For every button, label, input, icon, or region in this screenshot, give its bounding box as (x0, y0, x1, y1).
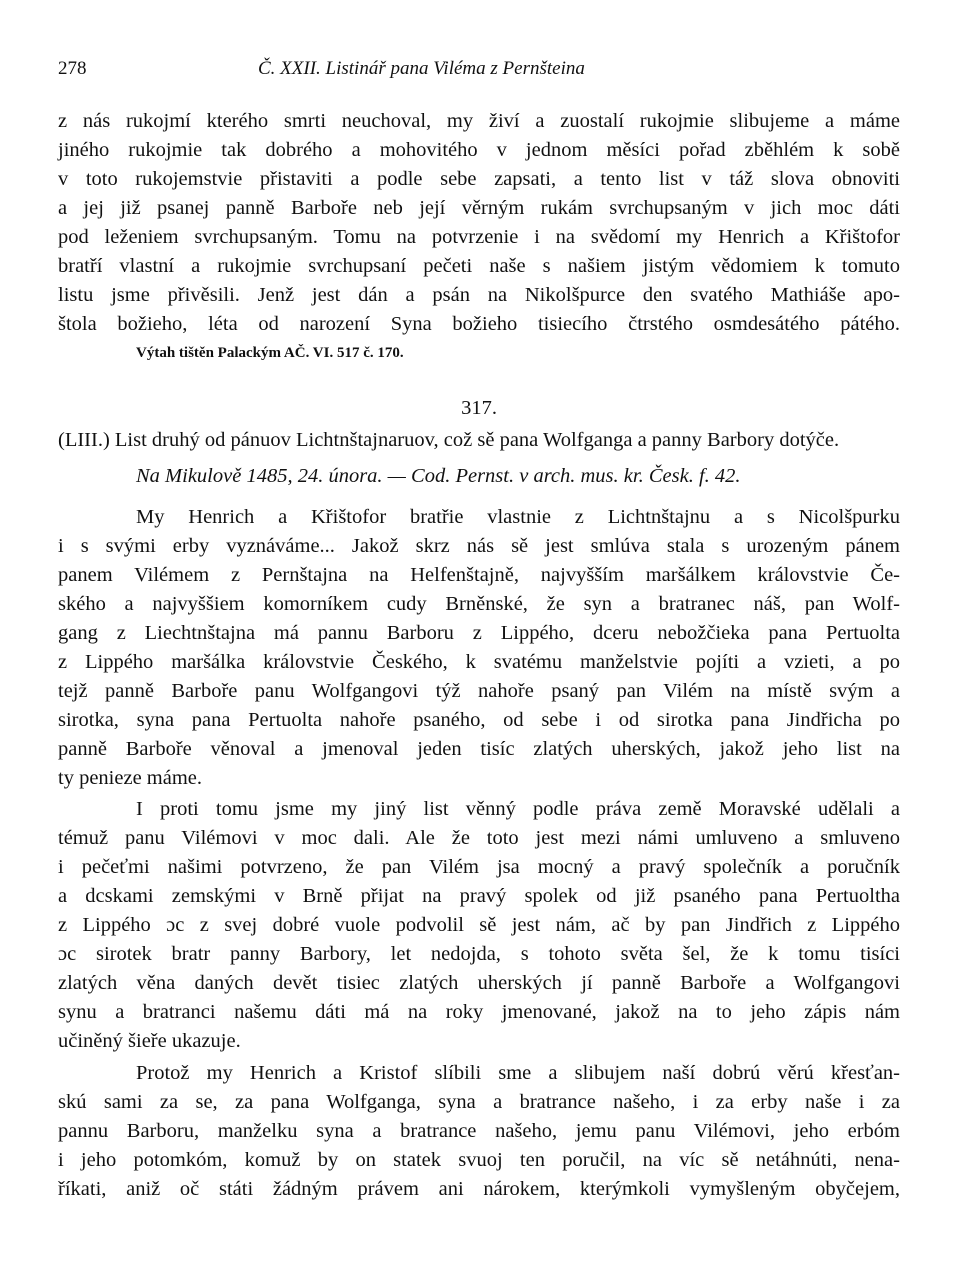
text-line: říkati, aniž oč státi žádným právem ani nárokem, kterýmkoli vymyšleným obyčejem, (58, 1178, 900, 1200)
text-line: gang z Liechtnštajna má pannu Barboru z Lippého, dceru nebožčieka pana Pertuolta (58, 622, 900, 644)
text-line: I proti tomu jsme my jiný list věnný podle práva země Moravské udělali a (136, 798, 900, 820)
paragraph-1 (58, 107, 900, 339)
paragraph-4 (58, 1059, 900, 1204)
text-line: listu jsme přivěsili. Jenž jest dán a psán na Nikolšpurce den svatého Mathiáše apo- (58, 284, 900, 306)
text-line: z Lippého ɔc z svej dobré vuole podvolil sě jest nám, ač by pan Jindřich z Lippého (58, 914, 900, 936)
text-line: z Lippého maršálka královstvie Českého, k svatému manželstvie pojíti a vzieti, a po (58, 651, 900, 673)
text-line: Protož my Henrich a Kristof slíbili sme a slibujem naší dobrú věrú křesťan- (136, 1062, 900, 1084)
text-line: a jej již psanej panně Barboře neb její věrným rukám svrchupsaným v jich moc dáti (58, 197, 900, 219)
text-line: bratří vlastní a rukojmie svrchupsaní pečeti naše s našiem jistým vědomiem k tomuto (58, 255, 900, 277)
text-line: pannu Barboru, manželku syna a bratrance našeho, jemu panu Vilémovi, jeho erbóm (58, 1120, 900, 1142)
text-line: jiného rukojmie tak dobrého a mohovitého v jednom měsíci pořad zběhlém k sobě (58, 139, 900, 161)
page-number: 278 (58, 58, 87, 79)
text-line: synu a bratranci našemu dáti má na roky jmenované, jakož na to jeho zápis nám (58, 1001, 900, 1023)
text-line: tejž panně Barboře panu Wolfgangovi týž nahoře psaný pan Vilém na místě svým a (58, 680, 900, 702)
paragraph-2 (58, 503, 900, 793)
text-line: a dcskami zemskými v Brně přijat na pravý spolek od již psaného pana Pertuoltha (58, 885, 900, 907)
text-line: i jeho potomkóm, komuž by on statek svuoj ten poručil, na víc sě netáhnúti, nena- (58, 1149, 900, 1171)
document-heading-block (58, 426, 900, 455)
text-line: v toto rukojemstvie přistaviti a podle sebe zapsati, a tento list v táž slova obnoviti (58, 168, 900, 190)
document-number: 317. (461, 397, 497, 419)
text-line: učiněný šieře ukazuje. (58, 1030, 241, 1052)
text-line: panně Barboře věnoval a jmenoval jeden tisíc zlatých uherských, jakož jeho list na (58, 738, 900, 760)
document-source: Na Mikulově 1485, 24. února. — Cod. Pernst. v arch. mus. kr. Česk. f. 42. (136, 465, 741, 487)
text-line: ɔc sirotek bratr panny Barbory, let nedojda, s tohoto světa šel, že k tomu tisíci (58, 943, 900, 965)
text-line: i s svými erby vyznáváme... Jakož skrz nás sě jest smlúva stala s urozeným pánem (58, 535, 900, 557)
text-line: i pečeťmi našimi potvrzeno, že pan Vilém jsa mocný a pravý společník a poručník (58, 856, 900, 878)
document-heading: (LIII.) List druhý od pánuov Lichtnštajnaruov, což sě pana Wolfganga a panny Barbory dotýče. (58, 429, 840, 451)
text-line: štola božieho, léta od narození Syna božieho tisiecího čtrstého osmdesátého pátého. (58, 313, 900, 335)
text-line: ského a najvyššiem komorníkem cudy Brněnské, že syn a bratranec náš, pan Wolf- (58, 593, 900, 615)
text-line: sirotka, syna pana Pertuolta nahoře psaného, od sebe i od sirotka pana Jindřicha po (58, 709, 900, 731)
document-number-block (58, 394, 900, 423)
source-note: Výtah tištěn Palackým AČ. VI. 517 č. 170. (136, 345, 404, 361)
text-line: panem Vilémem z Pernštajna na Helfenštajně, najvyšším maršálkem královstvie Če- (58, 564, 900, 586)
paragraph-3 (58, 795, 900, 1056)
running-title: Č. XXII. Listinář pana Viléma z Pernšteina (258, 58, 585, 79)
text-line: zlatých věna daných devět tisiec zlatých uherských jí panně Barboře a Wolfgangovi (58, 972, 900, 994)
text-line: ty penieze máme. (58, 767, 203, 789)
text-line: My Henrich a Křištofor bratřie vlastnie z Lichtnštajnu a s Nicolšpurku (136, 506, 900, 528)
document-source-block (58, 462, 900, 491)
text-line: skú sami za se, za pana Wolfganga, syna a bratrance našeho, i za erby naše i za (58, 1091, 900, 1113)
text-line: z nás rukojmí kterého smrti neuchoval, my živí a zuostalí rukojmie slibujeme a máme (58, 110, 900, 132)
text-line: pod leženiem svrchupsaným. Tomu na potvrzenie i na svědomí my Henrich a Křištofor (58, 226, 900, 248)
text-line: témuž panu Vilémovi v moc dali. Ale že toto jest mezi námi umluveno a smluveno (58, 827, 900, 849)
source-note-block (58, 340, 900, 366)
page-header (58, 58, 902, 88)
